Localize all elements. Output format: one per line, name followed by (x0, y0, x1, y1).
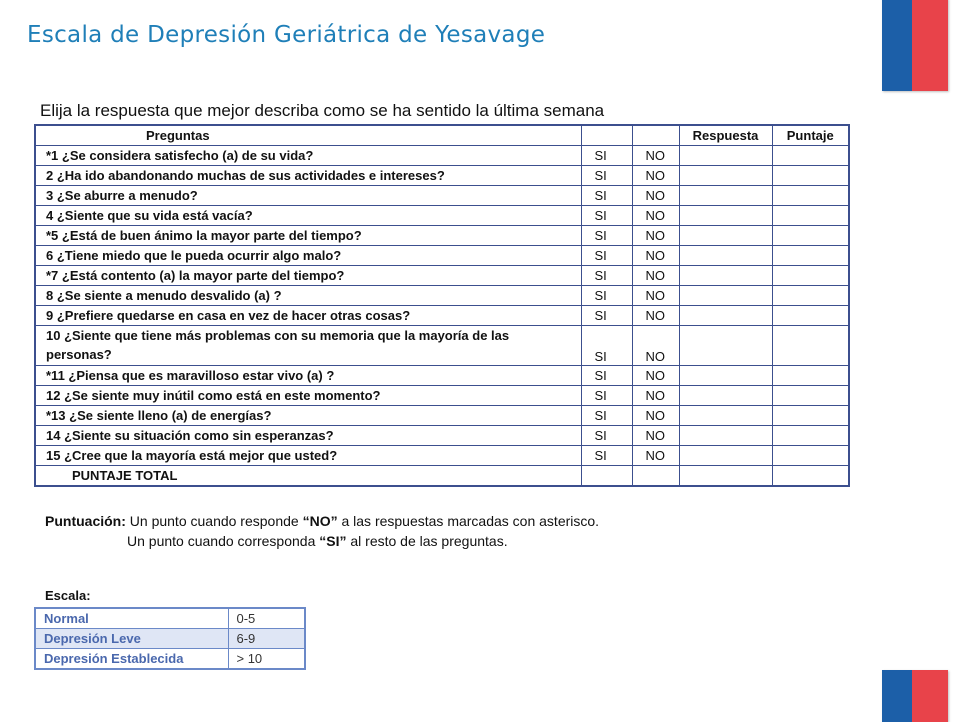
answer-no: NO (632, 446, 679, 466)
total-response-cell[interactable] (679, 466, 772, 487)
score-cell[interactable] (772, 426, 849, 446)
question-text: 8 ¿Se siente a menudo desvalido (a) ? (35, 286, 581, 306)
answer-no: NO (632, 386, 679, 406)
answer-yes: SI (581, 386, 632, 406)
table-row (35, 406, 849, 426)
question-text: *11 ¿Piensa que es maravilloso estar vivo (a) ? (35, 366, 581, 386)
answer-yes: SI (581, 446, 632, 466)
scoring-note: Puntuación: Un punto cuando responde “NO” a las respuestas marcadas con asterisco. Un punto cuando corresponda “SI” al resto de las preguntas. (45, 513, 600, 549)
table-row (35, 166, 849, 186)
response-cell[interactable] (679, 446, 772, 466)
answer-no: NO (632, 166, 679, 186)
question-text: *1 ¿Se considera satisfecho (a) de su vida? (35, 146, 581, 166)
answer-yes: SI (581, 226, 632, 246)
question-text: *13 ¿Se siente lleno (a) de energías? (35, 406, 581, 426)
table-row (35, 146, 849, 166)
question-text: 6 ¿Tiene miedo que le pueda ocurrir algo malo? (35, 246, 581, 266)
scale-value: 0-5 (228, 608, 305, 629)
question-text: 4 ¿Siente que su vida está vacía? (35, 206, 581, 226)
score-cell[interactable] (772, 386, 849, 406)
table-row (35, 326, 849, 366)
table-row (35, 246, 849, 266)
question-text: *7 ¿Está contento (a) la mayor parte del tiempo? (35, 266, 581, 286)
scale-value: > 10 (228, 649, 305, 670)
score-cell[interactable] (772, 246, 849, 266)
answer-yes: SI (581, 146, 632, 166)
score-cell[interactable] (772, 366, 849, 386)
answer-no: NO (632, 286, 679, 306)
response-cell[interactable] (679, 286, 772, 306)
instruction-text: Elija la respuesta que mejor describa como se ha sentido la última semana (40, 101, 605, 120)
header-yes (581, 125, 632, 146)
table-row (35, 266, 849, 286)
scale-row (35, 649, 305, 670)
answer-yes: SI (581, 206, 632, 226)
score-cell[interactable] (772, 286, 849, 306)
response-cell[interactable] (679, 366, 772, 386)
answer-no: NO (632, 186, 679, 206)
scale-row (35, 608, 305, 629)
score-cell[interactable] (772, 186, 849, 206)
answer-yes: SI (581, 266, 632, 286)
slide-title: Escala de Depresión Geriátrica de Yesavage (27, 22, 546, 48)
answer-yes: SI (581, 306, 632, 326)
question-text: *5 ¿Está de buen ánimo la mayor parte del tiempo? (35, 226, 581, 246)
scoring-label: Puntuación: (45, 513, 126, 529)
response-cell[interactable] (679, 206, 772, 226)
answer-yes: SI (581, 286, 632, 306)
scale-value: 6-9 (228, 629, 305, 649)
answer-no: NO (632, 206, 679, 226)
question-text: 14 ¿Siente su situación como sin esperanzas? (35, 426, 581, 446)
answer-no: NO (632, 246, 679, 266)
total-yes-cell (581, 466, 632, 487)
answer-no: NO (632, 226, 679, 246)
response-cell[interactable] (679, 426, 772, 446)
answer-yes: SI (581, 186, 632, 206)
chile-flag-logo-top (882, 0, 948, 91)
header-puntaje: Puntaje (772, 125, 849, 146)
answer-no: NO (632, 306, 679, 326)
score-cell[interactable] (772, 446, 849, 466)
question-text: 3 ¿Se aburre a menudo? (35, 186, 581, 206)
escala-label: Escala: (45, 588, 91, 603)
question-text: 2 ¿Ha ido abandonando muchas de sus actividades e intereses? (35, 166, 581, 186)
response-cell[interactable] (679, 146, 772, 166)
table-row (35, 426, 849, 446)
table-row (35, 446, 849, 466)
question-text: 9 ¿Prefiere quedarse en casa en vez de hacer otras cosas? (35, 306, 581, 326)
total-row (35, 466, 849, 487)
score-cell[interactable] (772, 206, 849, 226)
total-score-cell[interactable] (772, 466, 849, 487)
table-row (35, 386, 849, 406)
response-cell[interactable] (679, 246, 772, 266)
response-cell[interactable] (679, 326, 772, 366)
answer-no: NO (632, 146, 679, 166)
response-cell[interactable] (679, 226, 772, 246)
answer-yes: SI (581, 406, 632, 426)
answer-no: NO (632, 426, 679, 446)
score-cell[interactable] (772, 146, 849, 166)
answer-no: NO (632, 406, 679, 426)
header-respuesta: Respuesta (679, 125, 772, 146)
table-row (35, 366, 849, 386)
score-cell[interactable] (772, 306, 849, 326)
scale-name: Depresión Establecida (35, 649, 228, 670)
score-cell[interactable] (772, 326, 849, 366)
table-row (35, 286, 849, 306)
total-no-cell (632, 466, 679, 487)
answer-yes: SI (581, 326, 632, 366)
answer-yes: SI (581, 246, 632, 266)
response-cell[interactable] (679, 386, 772, 406)
scale-table (34, 607, 306, 670)
table-row (35, 186, 849, 206)
answer-yes: SI (581, 366, 632, 386)
score-cell[interactable] (772, 266, 849, 286)
table-row (35, 226, 849, 246)
question-text: 15 ¿Cree que la mayoría está mejor que usted? (35, 446, 581, 466)
answer-yes: SI (581, 166, 632, 186)
scale-name: Normal (35, 608, 228, 629)
response-cell[interactable] (679, 406, 772, 426)
score-cell[interactable] (772, 226, 849, 246)
response-cell[interactable] (679, 266, 772, 286)
table-header-row (35, 125, 849, 146)
question-text: 10 ¿Siente que tiene más problemas con su memoria que la mayoría de las personas? (35, 326, 581, 366)
answer-no: NO (632, 326, 679, 366)
score-cell[interactable] (772, 406, 849, 426)
scale-name: Depresión Leve (35, 629, 228, 649)
total-label: PUNTAJE TOTAL (35, 466, 581, 487)
header-preguntas: Preguntas (35, 125, 581, 146)
answer-no: NO (632, 366, 679, 386)
table-row (35, 306, 849, 326)
question-text: 12 ¿Se siente muy inútil como está en este momento? (35, 386, 581, 406)
response-cell[interactable] (679, 186, 772, 206)
table-row (35, 206, 849, 226)
response-cell[interactable] (679, 306, 772, 326)
answer-no: NO (632, 266, 679, 286)
score-cell[interactable] (772, 166, 849, 186)
scale-row (35, 629, 305, 649)
questionnaire-table (34, 124, 850, 487)
chile-flag-logo-bottom (882, 670, 948, 722)
answer-yes: SI (581, 426, 632, 446)
header-no (632, 125, 679, 146)
response-cell[interactable] (679, 166, 772, 186)
